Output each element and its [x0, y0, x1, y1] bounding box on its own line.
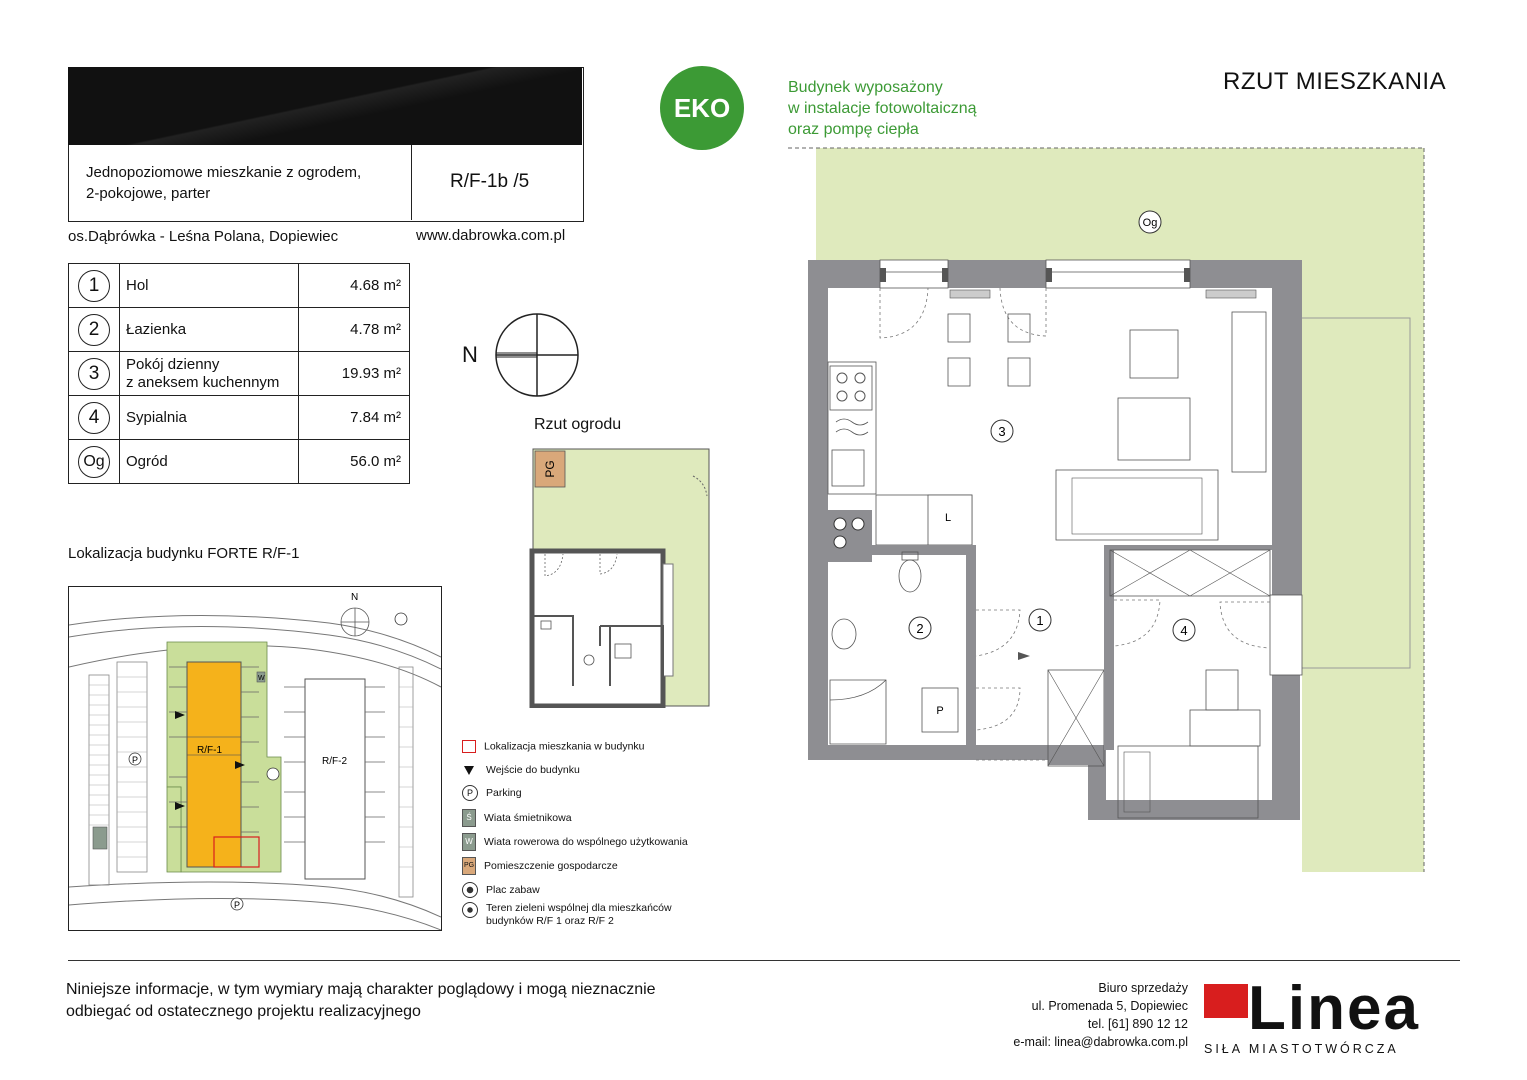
floor-plan	[780, 140, 1460, 900]
storage-label: PG	[543, 460, 557, 478]
office-email[interactable]: e-mail: linea@dabrowka.com.pl	[1013, 1035, 1188, 1049]
office-line1: Biuro sprzedaży	[1098, 981, 1188, 995]
brand-logo	[1204, 974, 1420, 1056]
legend-item	[462, 764, 580, 776]
building-label: R/F-2	[322, 756, 347, 767]
room-number: 2	[78, 314, 110, 346]
room-name: Hol	[120, 264, 299, 308]
room-4-label: 4	[1180, 623, 1188, 638]
eko-note	[788, 77, 977, 140]
parking-marker: P	[132, 755, 139, 765]
legend-item	[462, 740, 645, 753]
room-name: Sypialnia	[120, 396, 299, 440]
room-number: 1	[78, 270, 110, 302]
fridge-label: L	[944, 512, 952, 524]
area-label-line1: powierzchnia	[440, 17, 505, 29]
entry-arrow-icon	[464, 766, 474, 775]
legend-item	[462, 785, 522, 801]
legend-label: Parking	[486, 787, 522, 799]
legend-label: Pomieszczenie gospodarcze	[484, 860, 618, 872]
room-name: Ogród	[120, 440, 299, 484]
description-line1: Jednopoziomowe mieszkanie z ogrodem,	[86, 164, 362, 181]
parking-icon: P	[462, 785, 478, 801]
legend-label: Plac zabaw	[486, 884, 540, 896]
room-name-line1: Pokój dzienny	[126, 355, 220, 373]
room-area: 7.84 m²	[299, 396, 410, 440]
legend-label: Lokalizacja mieszkania w budynku	[484, 740, 645, 753]
apartment-name: Forte	[20, 18, 100, 56]
website-link[interactable]: www.dabrowka.com.pl	[416, 227, 566, 244]
table-row	[69, 396, 410, 440]
site-plan	[68, 586, 442, 931]
sales-office	[960, 979, 1188, 1051]
legend-item	[462, 902, 672, 928]
legend-label: Wiata śmietnikowa	[484, 812, 572, 824]
room-area: 4.78 m²	[299, 308, 410, 352]
room-area: 19.93 m²	[299, 352, 410, 396]
eko-note-line2: w instalacje fotowoltaiczną	[788, 100, 977, 117]
legend-label-line2: budynków R/F 1 oraz R/F 2	[486, 915, 614, 927]
waste-shelter-icon: Ś	[462, 809, 476, 827]
garden-plan	[525, 446, 715, 708]
disclaimer-line1: Niniejsze informacje, w tym wymiary mają charakter poglądowy i mogą nieznacznie	[66, 981, 656, 998]
bike-marker: W	[258, 675, 265, 682]
room-area: 56.0 m²	[299, 440, 410, 484]
table-row	[69, 352, 410, 396]
green-area-icon	[462, 902, 478, 918]
room-name-line2: z aneksem kuchennym	[126, 373, 280, 391]
table-row	[69, 264, 410, 308]
brand-name: Linea	[1248, 974, 1420, 1043]
room-area: 4.68 m²	[299, 264, 410, 308]
office-address: ul. Promenada 5, Dopiewiec	[1031, 999, 1188, 1013]
apartment-location-icon	[462, 740, 476, 753]
legend-label-line1: Teren zieleni wspólnej dla mieszkańców	[486, 902, 672, 914]
area-label-line2: użytkowa	[440, 31, 486, 43]
garden-label: Og	[1142, 217, 1158, 229]
site-plan-drawing	[69, 587, 441, 930]
building-label: R/F-1	[197, 745, 222, 756]
room-1-label: 1	[1036, 613, 1044, 628]
estate-location: os.Dąbrówka - Leśna Polana, Dopiewiec	[68, 228, 339, 245]
room-3-label: 3	[998, 424, 1006, 439]
room-2-label: 2	[916, 621, 924, 636]
legend-item	[462, 882, 540, 898]
table-row	[69, 308, 410, 352]
disclaimer	[66, 979, 656, 1023]
eko-note-line3: oraz pompę ciepła	[788, 121, 919, 138]
legend-label: Wejście do budynku	[486, 764, 580, 777]
rooms-table	[68, 263, 410, 484]
site-north: N	[351, 592, 359, 603]
area-label-line3: netto	[440, 45, 465, 57]
description-line2: 2-pokojowe, parter	[86, 185, 211, 202]
compass-letter: N	[462, 342, 478, 367]
apartment-area: 37.23m²	[262, 12, 409, 56]
brand-square-icon	[1204, 984, 1248, 1018]
table-row	[69, 440, 410, 484]
room-name	[120, 352, 299, 396]
brand-tagline: SIŁA MIASTOTWÓRCZA	[1204, 1042, 1399, 1056]
playground-icon	[462, 882, 478, 898]
room-number: 3	[78, 358, 110, 390]
bike-shelter-icon: W	[462, 833, 476, 851]
parking-marker: P	[234, 900, 241, 910]
area-label	[440, 16, 504, 58]
washer-label: P	[936, 705, 944, 717]
room-number: 4	[78, 402, 110, 434]
room-number: Og	[78, 446, 110, 478]
apartment-code: R/F-1b /5	[450, 171, 530, 192]
header-bar	[68, 67, 582, 145]
storage-room-icon: PG	[462, 857, 476, 875]
eko-note-line1: Budynek wyposażony	[788, 79, 943, 96]
legend-item	[462, 857, 618, 875]
page-title: RZUT MIESZKANIA	[1223, 68, 1447, 95]
legend-label: Wiata rowerowa do wspólnego użytkowania	[484, 836, 688, 848]
garden-plan-title: Rzut ogrodu	[534, 416, 622, 433]
room-name: Łazienka	[120, 308, 299, 352]
apartment-description	[86, 162, 361, 204]
compass-icon	[492, 312, 582, 398]
footer-divider	[68, 960, 1460, 961]
site-plan-title: Lokalizacja budynku FORTE R/F-1	[68, 545, 300, 562]
office-phone[interactable]: tel. [61] 890 12 12	[1087, 1017, 1188, 1031]
eko-badge: EKO	[660, 66, 744, 150]
disclaimer-line2: odbiegać od ostatecznego projektu realizacyjnego	[66, 1003, 421, 1020]
header-divider	[411, 145, 412, 220]
legend-label	[486, 902, 672, 928]
legend-item	[462, 833, 688, 851]
legend-item	[462, 809, 572, 827]
